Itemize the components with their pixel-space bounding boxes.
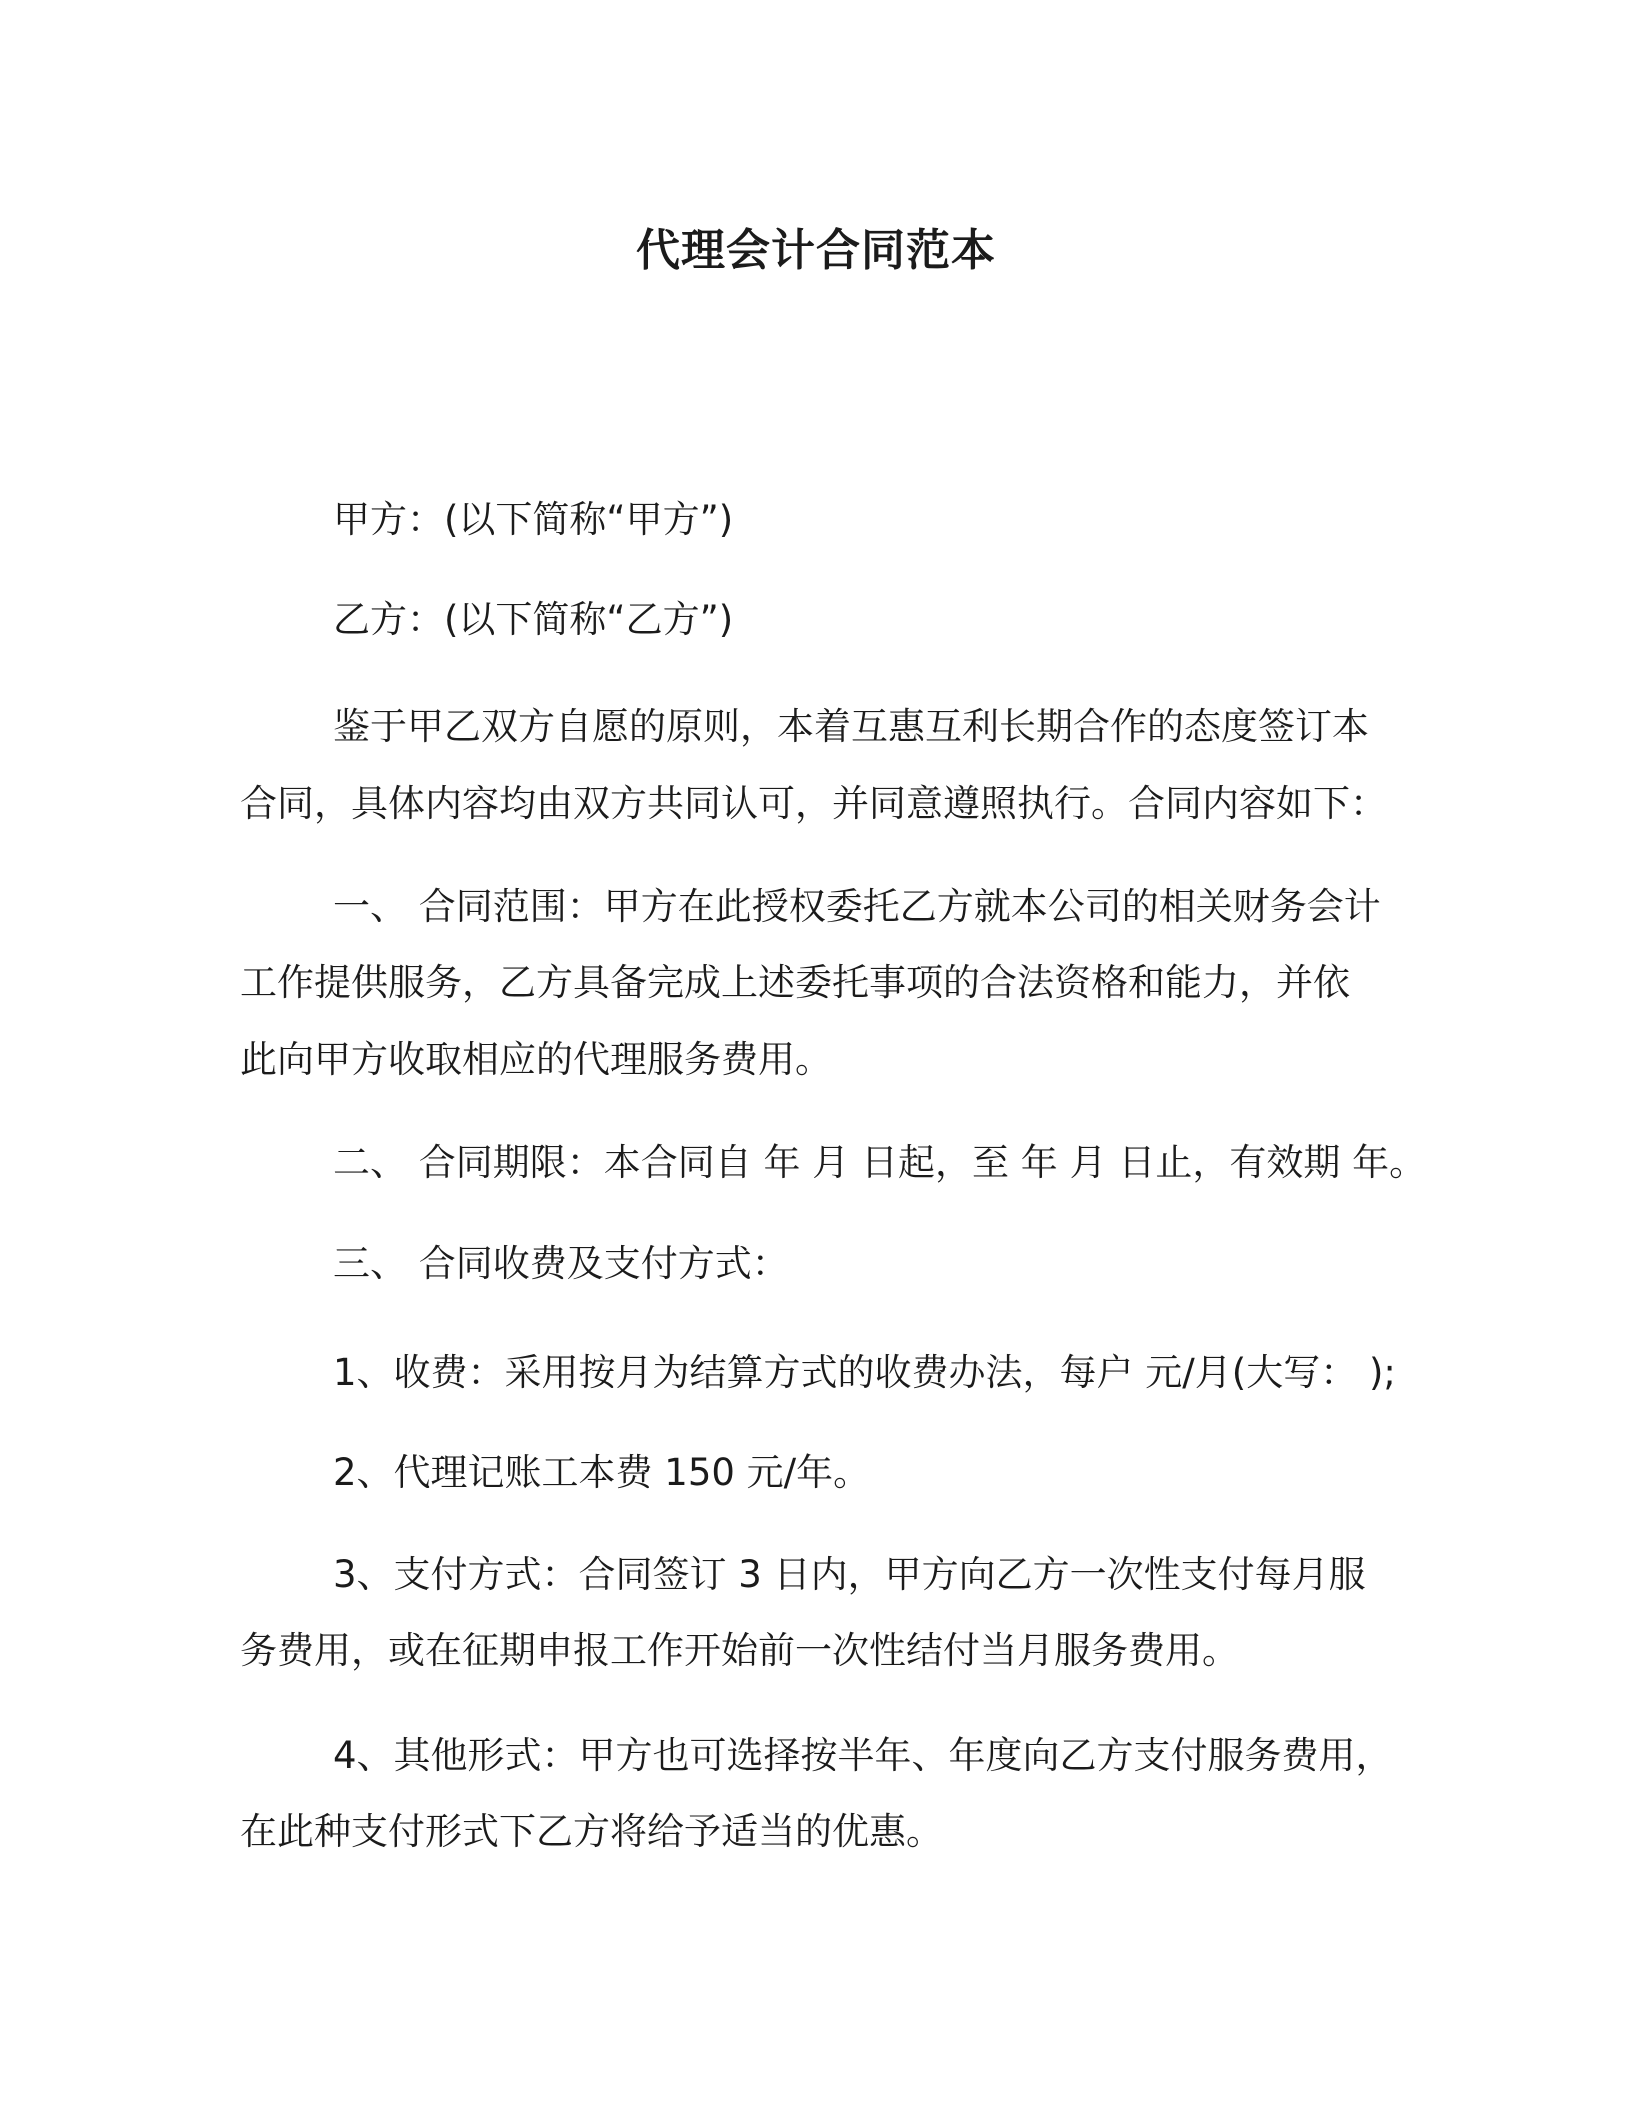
paragraph-line: 甲方：(以下简称“甲方”): [333, 498, 734, 541]
paragraph-line: 二、 合同期限：本合同自 年 月 日起，至 年 月 日止，有效期 年。: [333, 1141, 1427, 1184]
paragraph-line: 1、收费：采用按月为结算方式的收费办法，每户 元/月(大写： );: [333, 1351, 1396, 1394]
paragraph-line: 工作提供服务，乙方具备完成上述委托事项的合法资格和能力，并依: [240, 961, 1350, 1004]
paragraph-line: 三、 合同收费及支付方式：: [333, 1242, 789, 1285]
paragraph-line: 4、其他形式：甲方也可选择按半年、年度向乙方支付服务费用，: [333, 1734, 1393, 1777]
paragraph-line: 3、支付方式：合同签订 3 日内，甲方向乙方一次性支付每月服: [333, 1553, 1366, 1596]
paragraph-line: 乙方：(以下简称“乙方”): [333, 598, 734, 641]
paragraph-line: 鉴于甲乙双方自愿的原则，本着互惠互利长期合作的态度签订本: [333, 705, 1369, 748]
paragraph-line: 在此种支付形式下乙方将给予适当的优惠。: [240, 1810, 943, 1853]
paragraph-line: 此向甲方收取相应的代理服务费用。: [240, 1038, 832, 1081]
paragraph-line: 2、代理记账工本费 150 元/年。: [333, 1451, 871, 1494]
paragraph-line: 务费用，或在征期申报工作开始前一次性结付当月服务费用。: [240, 1629, 1239, 1672]
paragraph-line: 一、 合同范围：甲方在此授权委托乙方就本公司的相关财务会计: [333, 885, 1381, 928]
document-title: 代理会计合同范本: [636, 225, 996, 276]
paragraph-line: 合同，具体内容均由双方共同认可，并同意遵照执行。合同内容如下：: [240, 782, 1387, 825]
